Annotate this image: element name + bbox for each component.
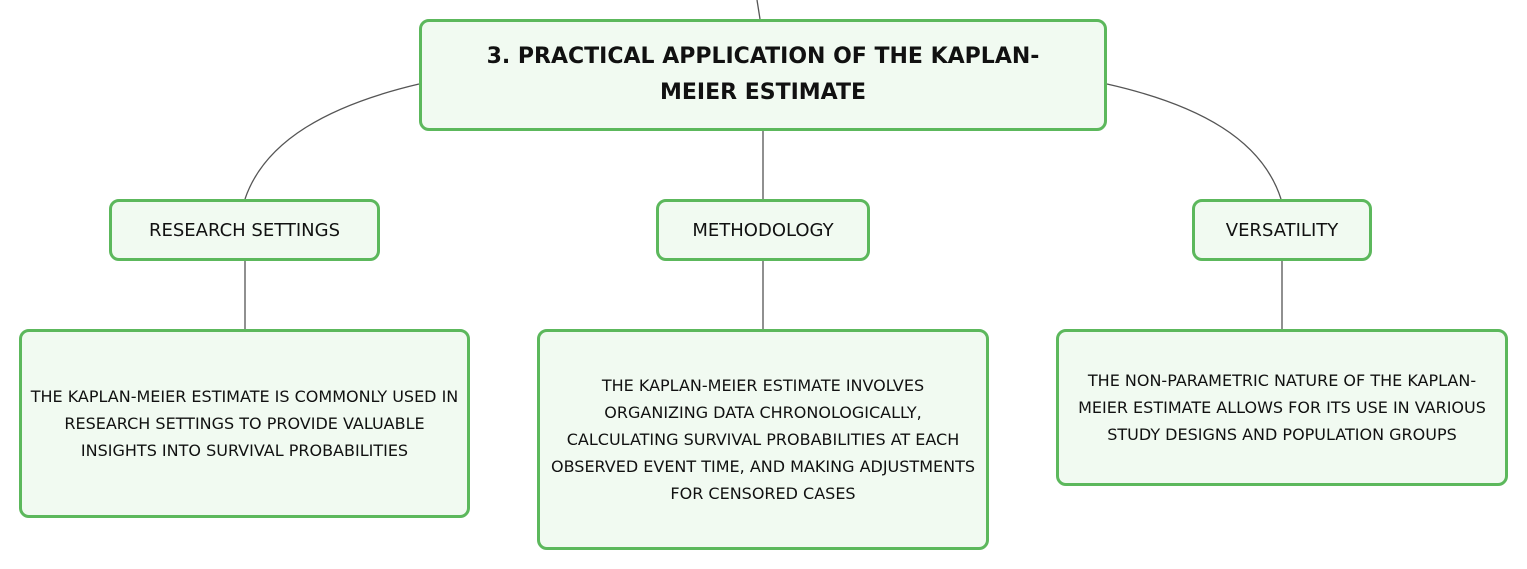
root-topic-node[interactable] bbox=[419, 19, 1107, 131]
detail-text-methodology: THE KAPLAN-MEIER ESTIMATE INVOLVES ORGANIZING DATA CHRONOLOGICALLY, CALCULATING SURVIVAL PROBABILITIES AT EACH OBSERVED EVENT TIME, AND MAKING ADJUSTMENTS FOR CENSORED CASES bbox=[551, 376, 975, 503]
detail-text-research-settings: THE KAPLAN-MEIER ESTIMATE IS COMMONLY USED IN RESEARCH SETTINGS TO PROVIDE VALUABLE INSIGHTS INTO SURVIVAL PROBABILITIES bbox=[30, 387, 459, 460]
detail-text-versatility: THE NON-PARAMETRIC NATURE OF THE KAPLAN-MEIER ESTIMATE ALLOWS FOR ITS USE IN VARIOUS STUDY DESIGNS AND POPULATION GROUPS bbox=[1078, 371, 1486, 444]
branch-label-research-settings: RESEARCH SETTINGS bbox=[148, 219, 341, 241]
connector-root-to-versatility bbox=[1107, 84, 1281, 199]
branch-node-versatility[interactable] bbox=[1192, 199, 1372, 261]
connector-parent-to-root bbox=[757, 0, 760, 19]
detail-node-versatility[interactable] bbox=[1056, 329, 1508, 486]
branch-label-versatility: VERSATILITY bbox=[1225, 219, 1339, 241]
branch-label-methodology: METHODOLOGY bbox=[692, 219, 834, 241]
detail-node-methodology[interactable] bbox=[537, 329, 989, 550]
branch-node-research-settings[interactable] bbox=[109, 199, 380, 261]
detail-node-research-settings[interactable] bbox=[19, 329, 470, 518]
connector-root-to-research-settings bbox=[245, 84, 419, 199]
branch-node-methodology[interactable] bbox=[656, 199, 870, 261]
root-topic-title: 3. PRACTICAL APPLICATION OF THE KAPLAN-MEIER ESTIMATE bbox=[486, 44, 1040, 105]
